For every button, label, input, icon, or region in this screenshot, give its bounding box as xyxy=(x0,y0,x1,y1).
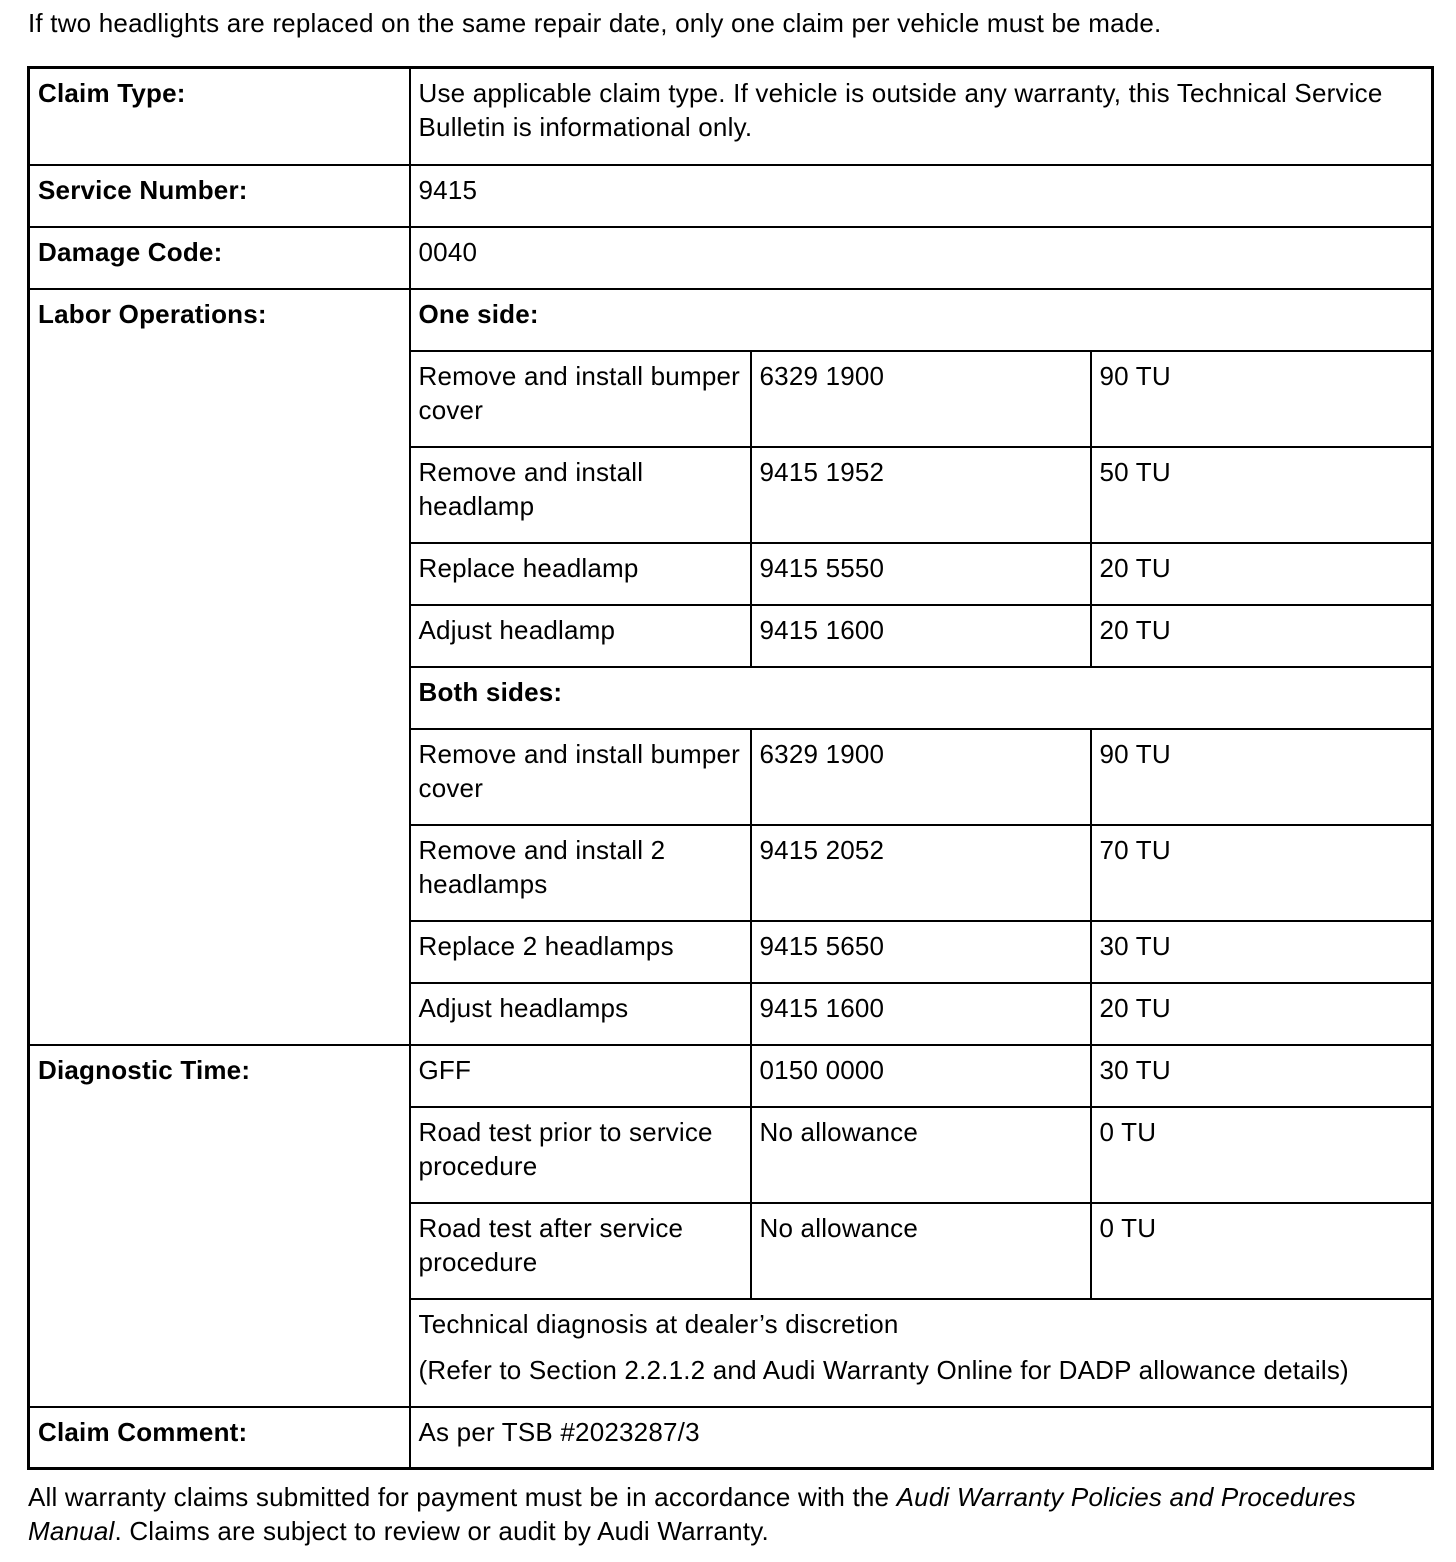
operation-description: Adjust headlamp xyxy=(410,605,751,667)
service-number-label: Service Number: xyxy=(29,165,410,227)
both-sides-heading: Both sides: xyxy=(410,667,1433,729)
claim-type-value: Use applicable claim type. If vehicle is outside any warranty, this Technical Service Bulletin is informational only. xyxy=(410,68,1433,165)
claim-comment-label: Claim Comment: xyxy=(29,1407,410,1469)
claim-type-label: Claim Type: xyxy=(29,68,410,165)
operation-description: Remove and install bumper cover xyxy=(410,351,751,447)
labor-one-side-heading-row xyxy=(29,289,1433,351)
service-number-row xyxy=(29,165,1433,227)
damage-code-label: Damage Code: xyxy=(29,227,410,289)
operation-code: 6329 1900 xyxy=(751,351,1091,447)
operation-time: 50 TU xyxy=(1091,447,1433,543)
operation-time: 90 TU xyxy=(1091,351,1433,447)
operation-code: 9415 2052 xyxy=(751,825,1091,921)
operation-description: Remove and install bumper cover xyxy=(410,729,751,825)
intro-note: If two headlights are replaced on the same repair date, only one claim per vehicle must be made. xyxy=(28,8,1162,38)
diagnostic-time: 0 TU xyxy=(1091,1203,1433,1299)
claim-type-row xyxy=(29,68,1433,165)
diagnostic-time-label: Diagnostic Time: xyxy=(29,1045,410,1407)
operation-time: 20 TU xyxy=(1091,543,1433,605)
manual-title: Audi Warranty Policies and Procedures Manual xyxy=(28,1482,1356,1546)
operation-description: Adjust headlamps xyxy=(410,983,751,1045)
diagnostic-time: 0 TU xyxy=(1091,1107,1433,1203)
service-number-value: 9415 xyxy=(410,165,1433,227)
damage-code-row xyxy=(29,227,1433,289)
diagnostic-note-line-1: Technical diagnosis at dealer’s discretion xyxy=(418,1308,899,1339)
operation-description: Replace 2 headlamps xyxy=(410,921,751,983)
operation-time: 90 TU xyxy=(1091,729,1433,825)
operation-time: 30 TU xyxy=(1091,921,1433,983)
operation-time: 70 TU xyxy=(1091,825,1433,921)
diagnostic-description: Road test prior to service procedure xyxy=(410,1107,751,1203)
diagnostic-time: 30 TU xyxy=(1091,1045,1433,1107)
operation-code: 9415 1952 xyxy=(751,447,1091,543)
operation-description: Replace headlamp xyxy=(410,543,751,605)
operation-time: 20 TU xyxy=(1091,605,1433,667)
diagnostic-description: Road test after service procedure xyxy=(410,1203,751,1299)
operation-code: 9415 5550 xyxy=(751,543,1091,605)
operation-code: 6329 1900 xyxy=(751,729,1091,825)
operation-code: 9415 1600 xyxy=(751,605,1091,667)
one-side-heading: One side: xyxy=(410,289,1433,351)
claim-comment-value: As per TSB #2023287/3 xyxy=(410,1407,1433,1469)
closing-text-start: All warranty claims submitted for payment must be in accordance with the xyxy=(28,1482,897,1512)
diagnostic-code: No allowance xyxy=(751,1107,1091,1203)
diagnostic-note xyxy=(410,1299,1433,1407)
operation-time: 20 TU xyxy=(1091,983,1433,1045)
closing-text-end: . Claims are subject to review or audit by Audi Warranty. xyxy=(114,1516,769,1546)
damage-code-value: 0040 xyxy=(410,227,1433,289)
operation-description: Remove and install headlamp xyxy=(410,447,751,543)
diagnostic-note-line-2: (Refer to Section 2.2.1.2 and Audi Warranty Online for DADP allowance details) xyxy=(418,1354,1349,1385)
operation-code: 9415 5650 xyxy=(751,921,1091,983)
diagnostic-code: No allowance xyxy=(751,1203,1091,1299)
table-row xyxy=(29,1045,1433,1107)
warranty-claim-table xyxy=(27,66,1434,1470)
diagnostic-description: GFF xyxy=(410,1045,751,1107)
labor-operations-label: Labor Operations: xyxy=(29,289,410,1045)
operation-code: 9415 1600 xyxy=(751,983,1091,1045)
operation-description: Remove and install 2 headlamps xyxy=(410,825,751,921)
claim-comment-row xyxy=(29,1407,1433,1469)
closing-note xyxy=(28,1480,1438,1548)
diagnostic-code: 0150 0000 xyxy=(751,1045,1091,1107)
